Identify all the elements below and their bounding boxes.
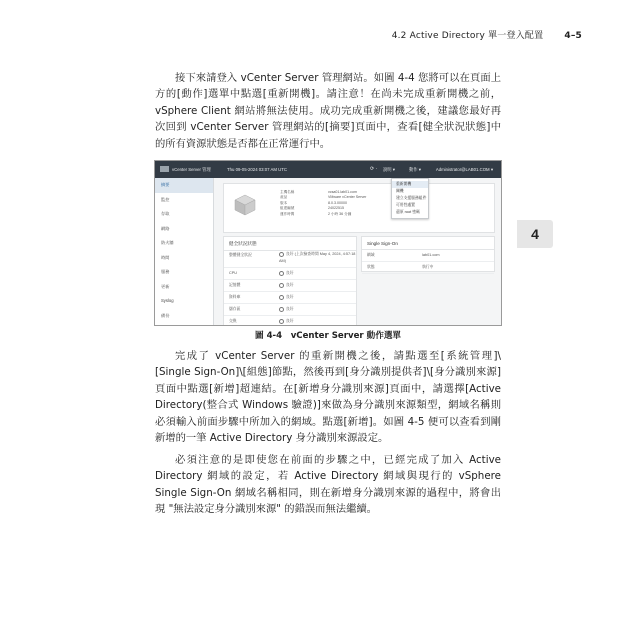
chapter-tab: 4 xyxy=(517,220,553,248)
refresh-icon: ⟳ · xyxy=(370,166,378,172)
actions-dropdown xyxy=(391,178,429,219)
main-content xyxy=(215,178,501,325)
appliance-icon xyxy=(234,194,256,216)
health-row: 交換 良好 xyxy=(224,316,356,326)
health-row: 記憶體 良好 xyxy=(224,280,356,292)
nav-item: 摘要 xyxy=(155,178,213,193)
sso-row: 網域 lab01.com xyxy=(362,250,494,262)
user-menu: Administrator@LAB01.COM ▾ xyxy=(435,167,493,172)
nav-item: 防火牆 xyxy=(161,240,174,245)
nav-item: 存取 xyxy=(161,211,170,216)
vcenter-topbar xyxy=(155,161,501,178)
host-info-list: 主機名稱 vcsa01.lab01.com 產品 VMware vCenter Server 版本 8.0.3.00000 組建編號 24022515 運作時間 2 小時 36 分鐘 xyxy=(280,190,367,216)
menu-item-root-password[interactable]: 還原 root 密碼 xyxy=(396,210,420,214)
paragraph-1: 接下來請登入 vCenter Server 管理網站。如圖 4-4 您將可以在頁面上方的[動作]選單中點選[重新開機]。請注意！在尚未完成重新開機之前，vSphere Client 網站將無法使用。成功完成重新開機之後，建議您最好再次回到 vCenter Server 管理網站的[摘要]頁面中，查看[健全狀況狀態]中的所有資源狀態是否都在正常運行中。 xyxy=(155,72,501,150)
datetime: Thu 09-05-2024 03:07 AM UTC xyxy=(227,167,287,172)
nav-item: Syslog xyxy=(161,298,174,303)
sso-card xyxy=(361,236,495,272)
page-number: 4–5 xyxy=(564,31,582,41)
nav-item: 備份 xyxy=(161,312,170,318)
vmware-logo xyxy=(160,166,169,172)
nav-item: 時間 xyxy=(161,254,170,260)
health-card xyxy=(223,236,357,326)
menu-item-reboot[interactable]: 重新開機 xyxy=(392,181,428,188)
health-row: 資料庫 良好 xyxy=(224,292,356,304)
paragraph-3: 必須注意的是即使您在前面的步驟之中，已經完成了加入 Active Directory 網域的設定，若 Active Directory 網域與現行的 vSphere Single Sign-On 網域名稱相同，則在新增身分識別來源的過程中，將會出現 "無法設定身分識別來源" 的錯誤而無法繼續。 xyxy=(155,454,501,516)
help-menu: 說明 ▾ xyxy=(383,167,395,172)
nav-item: 服務 xyxy=(161,269,170,274)
menu-item-shutdown[interactable]: 關機 xyxy=(396,189,404,193)
health-title: 健全狀況狀態 xyxy=(224,237,356,251)
section-title: 4.2 Active Directory 單一登入配置 xyxy=(391,31,544,41)
running-header xyxy=(392,28,582,41)
sso-row: 狀態 執行中 xyxy=(362,262,494,274)
screenshot-figure xyxy=(154,160,502,326)
health-row: CPU 良好 xyxy=(224,268,356,280)
paragraph-2: 完成了 vCenter Server 的重新開機之後，請點選至[系統管理]\[Single Sign-On]\[組態]節點，然後再到[身分識別提供者]\[身分識別來源]頁面中點選[新增]超連結。在[新增身分識別來源]頁面中，請選擇[Active Directory(整合式 Windows 驗證)]來做為身分識別來源類型，網域名稱則必須輸入前面步驟中所加入的網域。點選[新增]。如圖 4-5 便可以查看到剛新增的一筆 Active Directory 身分識別來源設定。 xyxy=(155,350,501,445)
nav-item: 更新 xyxy=(161,283,170,289)
app-title: vCenter Server 管理 xyxy=(172,167,211,172)
figure-caption: 圖 4-4 vCenter Server 動作選單 xyxy=(254,331,402,341)
menu-item-support-bundle[interactable]: 建立支援服務組件 xyxy=(396,196,427,200)
actions-menu: 動作 ▾ xyxy=(409,167,421,172)
nav-item: 監控 xyxy=(161,196,170,202)
host-summary xyxy=(223,183,495,233)
nav-item: 網路 xyxy=(161,225,170,231)
sso-title: Single Sign-On xyxy=(362,237,494,250)
left-nav xyxy=(155,178,214,325)
menu-item-availability[interactable]: 可用性處置 xyxy=(396,203,415,207)
health-row: 整體健全狀況 良好 (上次檢查時間 May 4, 2024, 4:57:18 AM) xyxy=(224,251,356,268)
health-row: 儲存區 良好 xyxy=(224,304,356,316)
